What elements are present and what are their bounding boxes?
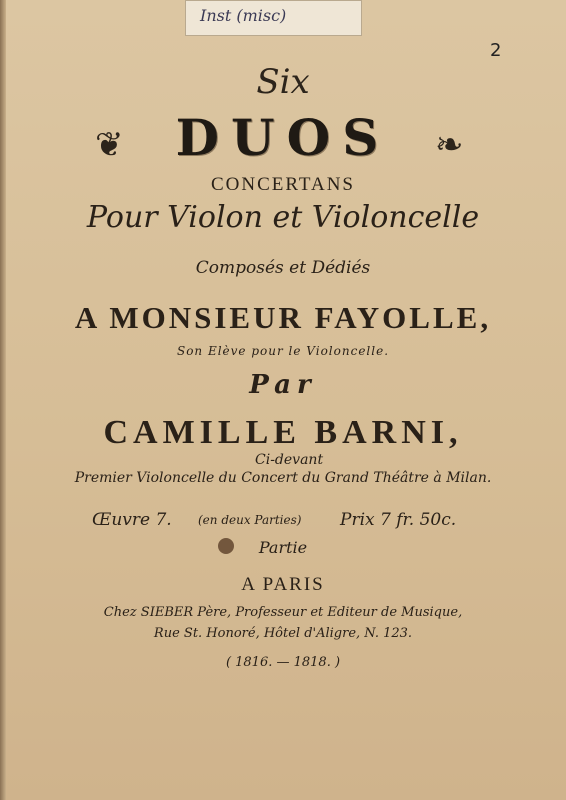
publication-city: A PARIS bbox=[241, 574, 325, 595]
title-six: Six bbox=[256, 62, 310, 102]
formerly-label: Ci-devant bbox=[255, 452, 324, 468]
partie-label: Partie bbox=[258, 538, 308, 557]
parts-note: (en deux Parties) bbox=[198, 513, 302, 527]
dedicatee: A MONSIEUR FAYOLLE, bbox=[74, 300, 492, 335]
by-label: Par bbox=[249, 370, 317, 400]
publication-dates: ( 1816. — 1818. ) bbox=[225, 655, 341, 670]
publisher-address: Rue St. Honoré, Hôtel d'Aligre, N. 123. bbox=[153, 626, 413, 641]
publisher: Chez SIEBER Père, Professeur et Editeur de Musique, bbox=[103, 605, 463, 620]
flourish-left-icon: ❦ bbox=[95, 125, 124, 165]
dedicatee-description: Son Elève pour le Violoncelle. bbox=[176, 344, 390, 358]
opus-price-row bbox=[0, 510, 566, 534]
flourish-right-icon: ❧ bbox=[435, 125, 464, 165]
composed-dedicated: Composés et Dédiés bbox=[195, 258, 371, 278]
title-duos: DUOS bbox=[175, 108, 391, 167]
instrumentation: Pour Violon et Violoncelle bbox=[86, 200, 480, 235]
leaf-number: 2 bbox=[490, 40, 502, 61]
title-concertans: CONCERTANS bbox=[210, 174, 356, 195]
price: Prix 7 fr. 50c. bbox=[340, 510, 457, 530]
opus-number: Œuvre 7. bbox=[92, 510, 172, 530]
composer-name: CAMILLE BARNI, bbox=[103, 414, 463, 451]
composer-position: Premier Violoncelle du Concert du Grand Théâtre à Milan. bbox=[74, 470, 492, 486]
shelfmark: Inst (misc) bbox=[200, 6, 287, 25]
